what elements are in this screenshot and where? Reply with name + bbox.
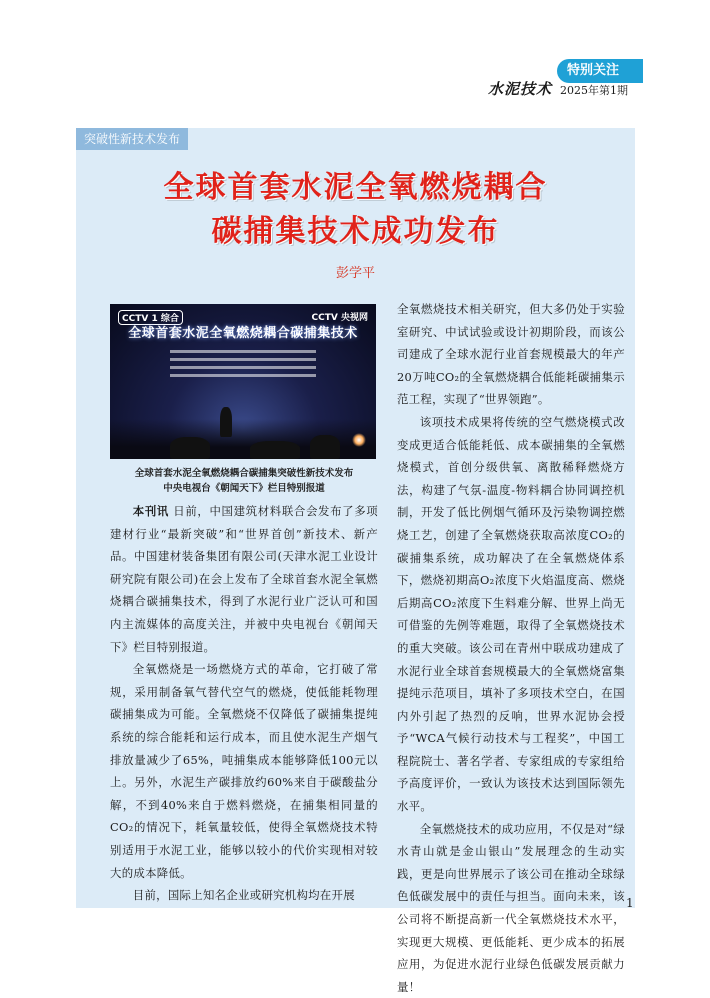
screen-text-lines bbox=[170, 350, 316, 382]
article-column-right bbox=[397, 298, 625, 998]
section-tag: 突破性新技术发布 bbox=[76, 128, 188, 150]
journal-issue: 2025年第1期 bbox=[560, 84, 629, 97]
article-column-left bbox=[110, 500, 378, 907]
audience-figure bbox=[310, 435, 340, 459]
paragraph bbox=[397, 818, 625, 998]
presenter-figure bbox=[220, 407, 232, 437]
paragraph-text: 目前，国际上知名企业或研究机构均在开展 bbox=[132, 888, 355, 903]
paragraph-text: 全氧燃烧技术相关研究，但大多仍处于实验室研究、中试试验或设计初期阶段，而该公司建成了全球水泥行业首套规模最大的年产20万吨CO₂的全氧燃烧耦合低能耗碳捕集示范工程，实现了“世界领跑”。 bbox=[397, 302, 625, 407]
audience-figure bbox=[250, 441, 300, 459]
photo-caption-line2: 中央电视台《朝闻天下》栏目特别报道 bbox=[163, 483, 325, 494]
journal-name: 水泥技术 bbox=[488, 80, 553, 98]
paragraph-text: 全氧燃烧技术的成功应用，不仅是对“绿水青山就是金山银山”发展理念的生动实践，更是向世界展示了该公司在推动全球绿色低碳发展中的责任与担当。面向未来，该公司将不断提高新一代全氧燃烧技术水平，实现更大规模、更低能耗、更少成本的拓展应用，为促进水泥行业绿色低碳发展贡献力量！ bbox=[397, 821, 625, 994]
article-author: 彭学平 bbox=[335, 266, 375, 281]
cctv-com-logo: CCTV 央视网 bbox=[311, 313, 368, 323]
news-photo bbox=[110, 304, 376, 459]
paragraph bbox=[110, 658, 378, 884]
light-flare bbox=[352, 433, 366, 447]
paragraph bbox=[110, 500, 378, 658]
section-badge: 特别关注 bbox=[557, 59, 643, 83]
page-number: 1 bbox=[626, 896, 634, 910]
lead-label: 本刊讯 bbox=[132, 504, 169, 518]
article-title-line2: 碳捕集技术成功发布 bbox=[211, 214, 500, 249]
audience-figure bbox=[170, 437, 210, 459]
paragraph-text: 该项技术成果将传统的空气燃烧模式改变成更适合低能耗低、成本碳捕集的全氧燃烧模式，首创分级供氧、离散稀释燃烧方法，构建了气氛-温度-物料耦合协同调控机制，开发了低比例烟气循环及污染物调控燃烧工艺，创建了全氧燃烧获取高浓度CO₂的碳捕集系统，成功解决了在全氧燃烧体系下，燃烧初期高O₂浓度下火焰温度高、燃烧后期高CO₂浓度下生料难分解、世界上尚无可借鉴的先例等难题，取得了全氧燃烧技术的重大突破。该公司在青州中联成功建成了水泥行业全球首套规模最大的全氧燃烧富集提纯示范项目，填补了多项技术空白，在国内外引起了热烈的反响，世界水泥协会授予“WCA气候行动技术与工程奖”，中国工程院院士、著名学者、专家组成的专家组给予高度评价，一致认为该技术达到国际领先水平。 bbox=[397, 414, 625, 814]
paragraph bbox=[397, 411, 625, 818]
paragraph-text: 全氧燃烧是一场燃烧方式的革命，它打破了常规，采用制备氧气替代空气的燃烧，使低能耗物理碳捕集成为可能。全氧燃烧不仅降低了碳捕集提纯系统的综合能耗和运行成本，而且使水泥生产烟气排放量减少了65%，吨捕集成本能够降低100元以上。另外，水泥生产碳排放约60%来自于碳酸盐分解，不到40%来自于燃料燃烧，在捕集相同量的CO₂的情况下，耗氧量较低，使得全氧燃烧技术特别适用于水泥工业，能够以较小的代价实现相对较大的成本降低。 bbox=[110, 662, 378, 880]
screen-title: 全球首套水泥全氧燃烧耦合碳捕集技术 bbox=[128, 326, 358, 341]
paragraph bbox=[110, 884, 378, 907]
photo-caption-line1: 全球首套水泥全氧燃烧耦合碳捕集突破性新技术发布 bbox=[134, 468, 354, 479]
paragraph-text: 日前，中国建筑材料联合会发布了多项建材行业“最新突破”和“世界首创”新技术、新产品。中国建材装备集团有限公司(天津水泥工业设计研究院有限公司)在会上发布了全球首套水泥全氧燃烧耦合碳捕集技术，得到了水泥行业广泛认可和国内主流媒体的高度关注，并被中央电视台《朝闻天下》栏目特别报道。 bbox=[110, 504, 379, 654]
article-title-line1: 全球首套水泥全氧燃烧耦合 bbox=[163, 170, 548, 205]
paragraph bbox=[397, 298, 625, 411]
cctv1-logo: CCTV 1 综合 bbox=[118, 310, 183, 325]
